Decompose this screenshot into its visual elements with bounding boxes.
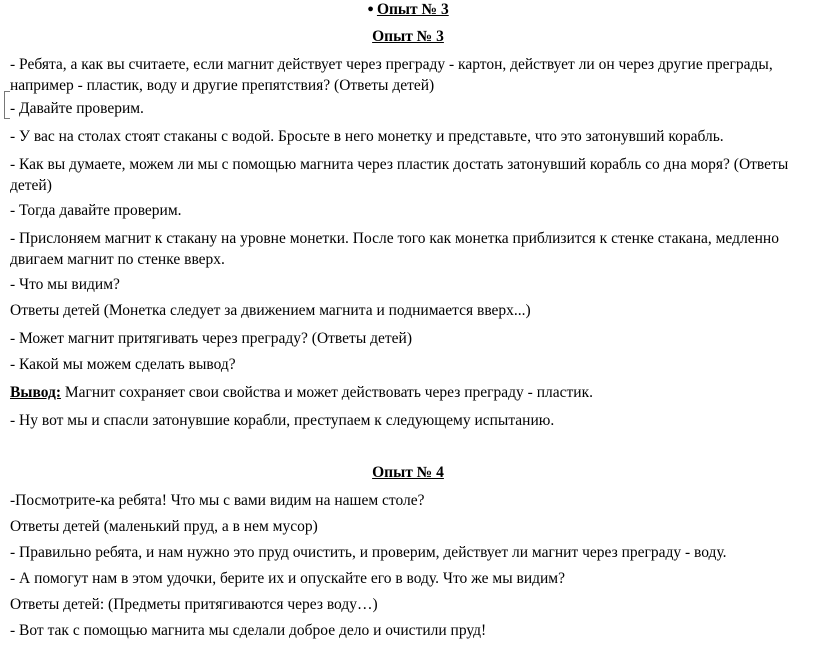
exp3-closing: - Ну вот мы и спасли затонувшие корабли, преступаем к следующему испытанию. — [10, 412, 555, 429]
exp3-paragraph-5: - Тогда давайте проверим. — [10, 202, 182, 219]
exp4-paragraph-6: - Вот так с помощью магнита мы сделали доброе дело и очистили пруд! — [10, 622, 487, 639]
exp4-paragraph-1: -Посмотрите-ка ребята! Что мы с вами видим на нашем столе? — [10, 492, 425, 509]
exp4-paragraph-2: Ответы детей (маленький пруд, а в нем мусор) — [10, 518, 318, 535]
exp3-paragraph-9: - Может магнит притягивать через преграду? (Ответы детей) — [10, 330, 412, 347]
experiment-4-heading: Опыт № 4 — [372, 464, 444, 481]
exp3-paragraph-1: - Ребята, а как вы считаете, если магнит действует через преграду - картон, действует ли он через другие преграды, например - пластик, воду и другие препятствия? (Ответы детей) — [10, 56, 773, 94]
exp3-paragraph-6: - Прислоняем магнит к стакану на уровне монетки. После того как монетка приблизится к стенке стакана, медленно двигаем магнит по стенке вверх. — [10, 230, 779, 268]
exp4-paragraph-4: - А помогут нам в этом удочки, берите их и опускайте его в воду. Что же мы видим? — [10, 570, 565, 587]
bullet-icon: ● — [367, 3, 374, 15]
exp4-paragraph-5: Ответы детей: (Предметы притягиваются через воду…) — [10, 596, 378, 613]
exp3-paragraph-7: - Что мы видим? — [10, 276, 120, 293]
exp3-conclusion — [10, 382, 800, 403]
exp3-paragraph-8: Ответы детей (Монетка следует за движением магнита и поднимается вверх...) — [10, 302, 531, 319]
exp3-paragraph-2: - Давайте проверим. — [10, 100, 144, 117]
conclusion-text: Магнит сохраняет свои свойства и может действовать через преграду - пластик. — [61, 384, 593, 401]
top-heading-text: Опыт № 3 — [376, 1, 449, 18]
exp3-paragraph-4: - Как вы думаете, можем ли мы с помощью магнита через пластик достать затонувший корабль со дна моря? (Ответы детей) — [10, 156, 789, 194]
top-heading — [0, 1, 816, 19]
conclusion-label: Вывод: — [10, 384, 62, 401]
exp3-paragraph-3: - У вас на столах стоят стаканы с водой. Бросьте в него монетку и представьте, что это затонувший корабль. — [10, 128, 724, 145]
exp3-paragraph-10: - Какой мы можем сделать вывод? — [10, 356, 236, 373]
exp4-paragraph-3: - Правильно ребята, и нам нужно это пруд очистить, и проверим, действует ли магнит через преграду - воду. — [10, 544, 727, 561]
experiment-3-heading: Опыт № 3 — [372, 28, 444, 45]
